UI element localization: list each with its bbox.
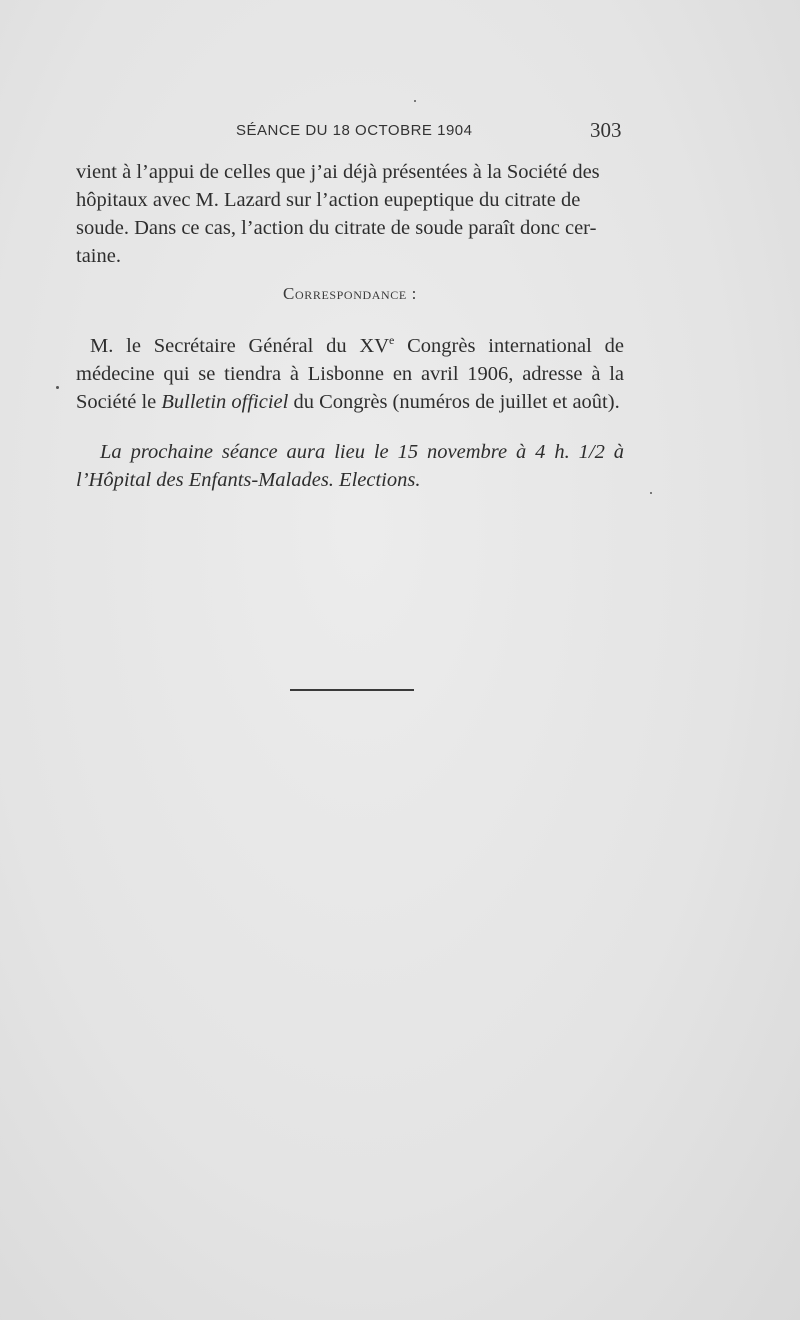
paragraph-text: Congrès international de médecine qui se tiendra à Lisbonne en avril 1906, adresse à la Société le — [76, 334, 624, 413]
paragraph-line: vient à l’appui de celles que j’ai déjà présentées à la Société des — [76, 161, 600, 183]
section-heading-text: Correspondance : — [283, 284, 417, 303]
section-heading-correspondance — [0, 284, 700, 304]
paragraph-line: taine. — [76, 245, 121, 267]
paragraph-line: soude. Dans ce cas, l’action du citrate de soude paraît donc cer- — [76, 217, 597, 239]
paragraph-citrate-conclusion — [76, 158, 624, 270]
ink-speck — [650, 492, 652, 494]
ink-speck — [414, 100, 416, 102]
running-head-title: SÉANCE DU 18 OCTOBRE 1904 — [236, 122, 473, 139]
end-rule-divider — [290, 689, 414, 691]
ink-speck — [56, 386, 59, 389]
bulletin-title: Bulletin officiel — [161, 390, 289, 413]
paragraph-text: M. le Secrétaire Général du XV — [90, 334, 390, 357]
paragraph-line: hôpitaux avec M. Lazard sur l’action eupeptique du citrate de — [76, 189, 581, 211]
page-number: 303 — [590, 118, 622, 142]
paragraph-congress-letter — [76, 326, 624, 416]
paragraph-text: du Congrès (numéros de juillet et août). — [288, 390, 620, 413]
ordinal-superscript: e — [389, 333, 395, 347]
paragraph-next-meeting: La prochaine séance aura lieu le 15 novembre à 4 h. 1/2 à l’Hôpital des Enfants-Malades. Elections. — [76, 441, 624, 491]
